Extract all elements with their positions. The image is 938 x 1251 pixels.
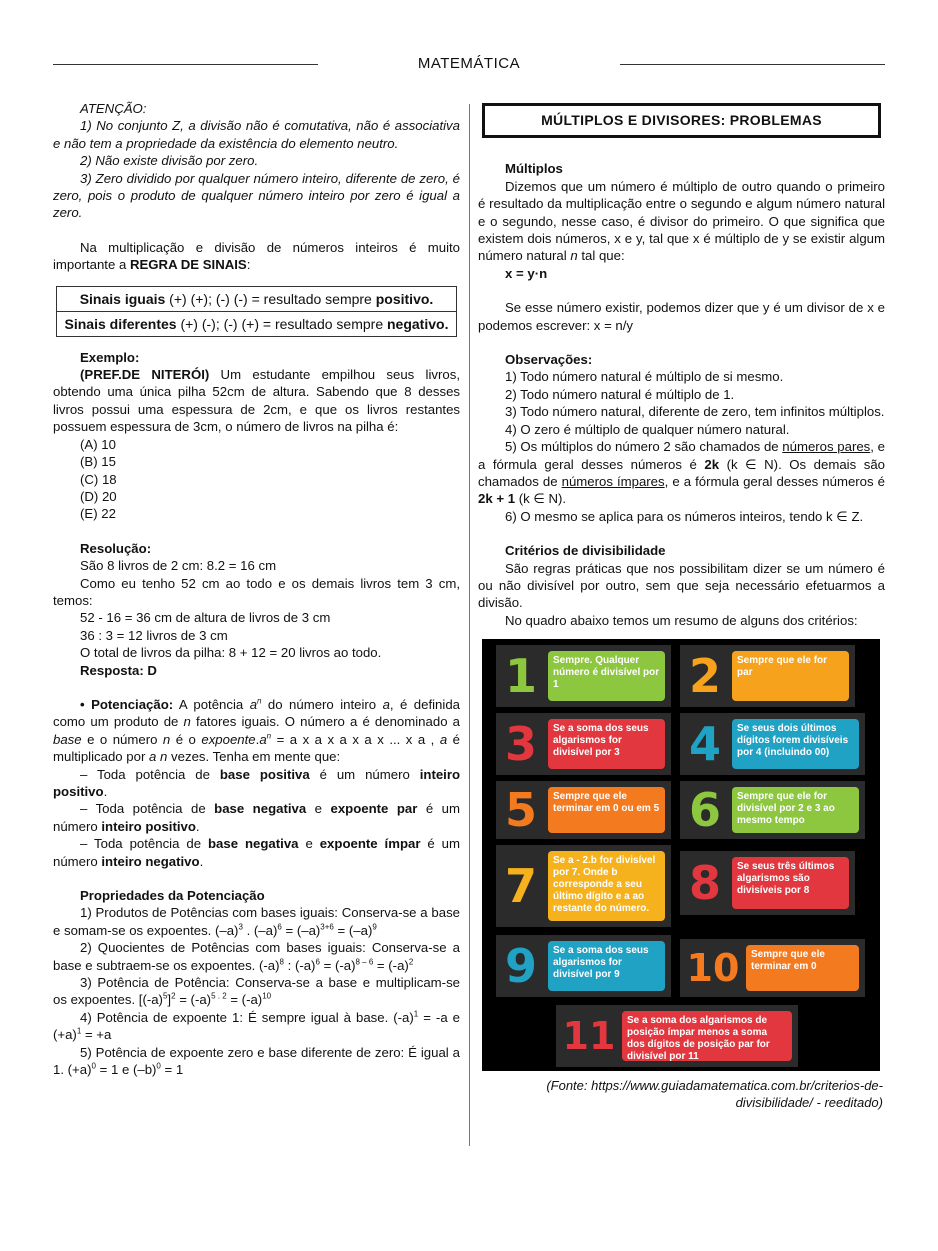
resolution-line: Como eu tenho 52 cm ao todo e os demais livros tem 3 cm, temos: (53, 575, 460, 608)
criteria-card-6 (680, 781, 865, 839)
observation-item: 1) Todo número natural é múltiplo de si mesmo. (505, 369, 784, 385)
sign-rule-intro: Na multiplicação e divisão de números inteiros é muito importante a REGRA DE SINAIS: (53, 239, 460, 273)
criteria-label: Sempre que ele for par (732, 651, 849, 701)
property-item: 3) Potência de Potência: Conserva-se a base e multiplicam-se os expoentes. $[(-a)^5]^2 = (-a)^{5 . 2} = (-a)^{10}$ (53, 975, 460, 1008)
potentiation-definition: • Potenciação: A potência $a^n$ do número inteiro a, é definida como um produto de n fatores iguais. O número a é denominado a base e o número n é o $expoente.a^n = a$ x a x a x a x ... x a , a é multiplicado por a n vezes. Tenha em mente que: (53, 696, 460, 765)
observation-item: 2) Todo número natural é múltiplo de 1. (505, 386, 735, 402)
sign-rule-row: Sinais diferentes (+) (-); (-) (+) = resultado sempre negativo. (57, 311, 456, 336)
observation-item: 3) Todo número natural, diferente de zero, tem infinitos múltiplos. (505, 404, 885, 420)
resolution-line: São 8 livros de 2 cm: 8.2 = 16 cm (80, 558, 277, 574)
resolution-block (53, 540, 460, 679)
resolution-answer: Resposta: D (80, 662, 157, 678)
resolution-title: Resolução: (80, 540, 152, 556)
criteria-label: Sempre que ele for divisível por 2 e 3 ao mesmo tempo (732, 787, 859, 833)
observation-item: 4) O zero é múltiplo de qualquer número natural. (505, 421, 790, 437)
sign-rule-row: Sinais iguais (+) (+); (-) (-) = resultado sempre positivo. (79, 290, 434, 307)
multiples-formula: x = y·n (505, 265, 548, 281)
criteria-number: 6 (688, 783, 721, 838)
multiples-title: Múltiplos (505, 161, 563, 177)
criteria-label: Sempre. Qualquer número é divisível por 1 (548, 651, 665, 701)
criteria-intro: No quadro abaixo temos um resumo de alguns dos critérios: (505, 612, 858, 628)
attention-item: 2) Não existe divisão por zero. (80, 153, 259, 169)
image-source: (Fonte: https://www.guiadamatematica.com.br/criterios-de-divisibilidade/ - reeditado) (546, 1078, 883, 1111)
criteria-number: 9 (504, 939, 537, 994)
criteria-card-1 (496, 645, 671, 707)
criteria-number: 4 (688, 717, 721, 772)
criteria-label: Sempre que ele terminar em 0 (746, 945, 859, 991)
sign-rules-table (56, 286, 457, 337)
property-item: 2) Quocientes de Potências com bases iguais: Conserva-se a base e subtraem-se os expoentes. $(-a)^8$ : $(-a)^6 = (-a)^{8 - 6} = (-a)^2$ (53, 940, 460, 973)
criteria-number: 8 (688, 856, 721, 911)
criteria-card-8 (680, 851, 855, 915)
criteria-number: 5 (504, 783, 537, 838)
criteria-card-4 (680, 713, 865, 775)
criteria-card-3 (496, 713, 671, 775)
criteria-label: Se a - 2.b for divisível por 7. Onde b corresponde a seu último dígito e a ao restante do número. (548, 851, 665, 921)
right-column (478, 100, 885, 1111)
criteria-number: 1 (504, 649, 537, 704)
property-item: 5) Potência de expoente zero e base diferente de zero: É igual a 1. $(+a)^0 = 1$ e $(-b)^0 = 1$ (53, 1044, 460, 1078)
resolution-line: 36 : 3 = 12 livros de 3 cm (80, 627, 228, 643)
criteria-card-2 (680, 645, 855, 707)
criteria-label: Se a soma dos seus algarismos for divisível por 9 (548, 941, 665, 991)
column-divider (469, 104, 470, 1146)
section-title-box: MÚLTIPLOS E DIVISORES: PROBLEMAS (482, 103, 881, 138)
criteria-card-7 (496, 845, 671, 927)
left-column (53, 100, 460, 1079)
criteria-number: 7 (504, 859, 537, 914)
observations-title: Observações: (505, 352, 593, 368)
attention-block (53, 100, 460, 222)
multiples-block (478, 160, 885, 334)
criteria-text: São regras práticas que nos possibilitam dizer se um número é ou não divisível por outro, sem que seja necessário efetuarmos a divisão. (478, 560, 885, 611)
example-block (53, 349, 460, 523)
page-header (53, 52, 885, 78)
property-item: 4) Potência de expoente 1: É sempre igual à base. $(-a)^1 = -a$ e $(+a)^1 = +a$ (53, 1009, 460, 1043)
example-title: Exemplo: (80, 349, 140, 365)
criteria-block (478, 542, 885, 629)
criteria-card-9 (496, 935, 671, 997)
attention-title: ATENÇÃO: (80, 101, 147, 116)
properties-block (53, 887, 460, 1078)
observations-block (478, 351, 885, 525)
option: (E) 22 (80, 506, 116, 522)
potentiation-rule: – Toda potência de base negativa e expoente par é um número inteiro positivo. (53, 801, 461, 834)
criteria-number: 10 (686, 946, 740, 991)
option: (B) 15 (80, 454, 116, 470)
criteria-label: Se seus dois últimos dígitos forem divisíveis por 4 (incluindo 00) (732, 719, 859, 769)
potentiation-rule: – Toda potência de base positiva é um número inteiro positivo. (53, 766, 461, 799)
option: (C) 18 (80, 471, 117, 487)
option: (A) 10 (80, 436, 116, 452)
option: (D) 20 (80, 488, 117, 504)
example-question: (PREF.DE NITERÓI) Um estudante empilhou seus livros, obtendo uma única pilha 52cm de altura. Sabendo que 8 desses livros possui uma espessura de 2cm, e que os livros restantes possuem espessura de 3cm, o número de livros na pilha é: (53, 367, 460, 435)
attention-item: 3) Zero dividido por qualquer número inteiro, diferente de zero, é zero, pois o produto de qualquer número inteiro por zero é igual a zero. (53, 170, 460, 221)
divisor-definition: Se esse número existir, podemos dizer que y é um divisor de x e podemos escrever: x = n/y (478, 300, 885, 333)
page-title: MATEMÁTICA (417, 55, 521, 72)
criteria-card-11 (556, 1005, 798, 1067)
criteria-number: 11 (562, 1014, 616, 1059)
criteria-label: Se a soma dos seus algarismos for divisível por 3 (548, 719, 665, 769)
potentiation-block (53, 696, 460, 870)
multiples-definition: Dizemos que um número é múltiplo de outro quando o primeiro é resultado da multiplicação entre o segundo e algum número natural e o segundo, nesse caso, é divisor do primeiro. O que significa que existem dois números, x e y, tal que x é múltiplo de y se existir algum número natural n tal que: (478, 178, 885, 264)
criteria-label: Se a soma dos algarismos de posição ímpar menos a soma dos dígitos de posição par for divisível por 11 (622, 1011, 792, 1061)
resolution-line: 52 - 16 = 36 cm de altura de livros de 3 cm (80, 610, 331, 626)
property-item: 1) Produtos de Potências com bases iguais: Conserva-se a base e somam-se os expoentes. $(-a)^3$ . $(-a)^6 = (-a)^{3+6} = (-a)^9$ (53, 905, 460, 938)
resolution-line: O total de livros da pilha: 8 + 12 = 20 livros ao todo. (80, 645, 382, 661)
potentiation-rule: – Toda potência de base negativa e expoente ímpar é um número inteiro negativo. (53, 836, 461, 869)
criteria-title: Critérios de divisibilidade (505, 543, 666, 559)
observation-item: 6) O mesmo se aplica para os números inteiros, tendo k ∈ Z. (505, 508, 864, 524)
observation-item: 5) Os múltiplos do número 2 são chamados de números pares, e a fórmula geral desses números é 2k (k ∈ N). Os demais são chamados de números ímpares, e a fórmula geral desses números é 2k + 1 (k ∈ N). (478, 439, 885, 507)
header-rule-right (620, 64, 885, 65)
criteria-card-5 (496, 781, 671, 839)
attention-item: 1) No conjunto Z, a divisão não é comutativa, não é associativa e não tem a propriedade da existência do elemento neutro. (53, 118, 460, 151)
criteria-card-10 (680, 939, 865, 997)
divisibility-criteria-image (482, 639, 880, 1071)
criteria-number: 3 (504, 717, 537, 772)
properties-title: Propriedades da Potenciação (80, 888, 265, 904)
criteria-label: Se seus três últimos algarismos são divisíveis por 8 (732, 857, 849, 909)
criteria-number: 2 (688, 649, 721, 704)
criteria-label: Sempre que ele terminar em 0 ou em 5 (548, 787, 665, 833)
